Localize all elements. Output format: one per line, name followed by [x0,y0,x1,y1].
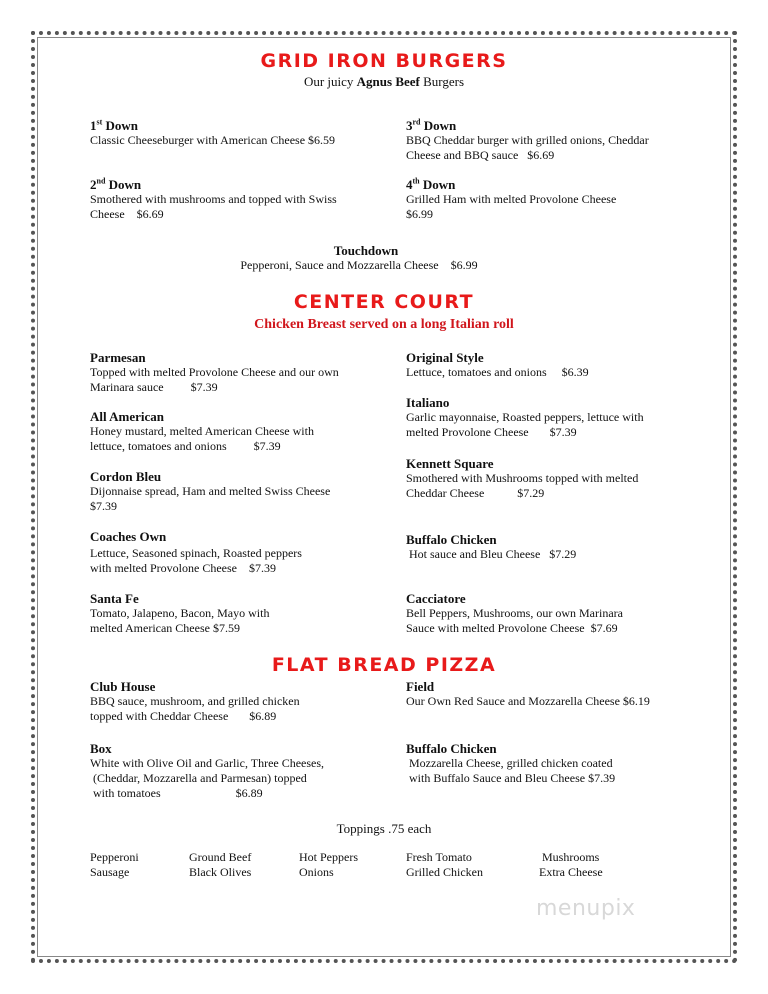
topping: Fresh Tomato [406,850,472,864]
item-description: Lettuce, tomatoes and onions $6.39 [406,365,589,379]
menu-item-original-style: Original Style Lettuce, tomatoes and onions $6.39 [406,350,589,379]
menu-item-2nd-down: 2nd Down Smothered with mushrooms and topped with Swiss Cheese $6.69 [90,176,337,221]
item-description: Hot sauce and Bleu Cheese $7.29 [406,547,577,561]
menu-item-field: Field Our Own Red Sauce and Mozzarella Cheese $6.19 [406,679,650,708]
section-title-burgers: GRID IRON BURGERS [260,50,508,72]
section-subtitle-center-court: Chicken Breast served on a long Italian roll [254,317,514,332]
topping: Hot Peppers [299,850,358,864]
item-description: Mozzarella Cheese, grilled chicken coated with Buffalo Sauce and Bleu Cheese $7.39 [409,756,616,785]
topping: Sausage [90,865,130,879]
topping-column [189,850,251,880]
topping-column [299,850,358,880]
menu-item-all-american: All American Honey mustard, melted American Cheese with lettuce, tomatoes and onions $7.39 [90,409,314,453]
menu-item-kennett-square: Kennett Square Smothered with Mushrooms topped with melted Cheddar Cheese $7.29 [406,456,639,500]
item-description: Smothered with Mushrooms topped with melted Cheddar Cheese $7.29 [406,471,639,500]
topping: Grilled Chicken [406,865,483,879]
toppings-label: Toppings .75 each [336,821,432,836]
item-description: White with Olive Oil and Garlic, Three Cheeses, (Cheddar, Mozzarella and Parmesan) topped with tomatoes $6.89 [90,756,325,800]
topping-column [406,850,483,880]
menu-item-4th-down: 4th Down Grilled Ham with melted Provolone Cheese $6.99 [406,176,617,221]
item-description: Smothered with mushrooms and topped with Swiss Cheese $6.69 [90,192,337,221]
item-description: Dijonnaise spread, Ham and melted Swiss Cheese $7.39 [90,484,331,513]
menupix-watermark: menupix [536,896,636,921]
topping: Pepperoni [90,850,139,864]
item-description: Grilled Ham with melted Provolone Cheese $6.99 [406,192,617,221]
menu-item-cacciatore: Cacciatore Bell Peppers, Mushrooms, our own Marinara Sauce with melted Provolone Cheese $7.69 [406,591,623,635]
topping: Ground Beef [189,850,252,864]
menu-item-box: Box White with Olive Oil and Garlic, Three Cheeses, (Cheddar, Mozzarella and Parmesan) topped with tomatoes $6.89 [90,741,325,800]
item-description: Lettuce, Seasoned spinach, Roasted peppers with melted Provolone Cheese $7.39 [90,546,302,575]
menu-item-1st-down: 1st Down Classic Cheeseburger with American Cheese $6.59 [90,117,336,147]
item-description: Garlic mayonnaise, Roasted peppers, lettuce with melted Provolone Cheese $7.39 [406,410,644,439]
item-description: Our Own Red Sauce and Mozzarella Cheese $6.19 [406,694,650,708]
menu-item-3rd-down: 3rd Down BBQ Cheddar burger with grilled onions, Cheddar Cheese and BBQ sauce $6.69 [406,117,649,162]
topping: Black Olives [189,865,252,879]
item-description: Topped with melted Provolone Cheese and our own Marinara sauce $7.39 [90,365,339,394]
topping-column [539,850,603,880]
menu-item-buffalo-chicken-pizza: Buffalo Chicken Mozzarella Cheese, grilled chicken coated with Buffalo Sauce and Bleu Cheese $7.39 [406,741,616,785]
topping: Onions [299,865,334,879]
item-description: Bell Peppers, Mushrooms, our own Marinara Sauce with melted Provolone Cheese $7.69 [406,606,623,635]
menu-item-club-house: Club House BBQ sauce, mushroom, and grilled chicken topped with Cheddar Cheese $6.89 [90,679,300,723]
menu-item-buffalo-chicken-sandwich: Buffalo Chicken Hot sauce and Bleu Cheese $7.29 [406,532,577,561]
item-description: Classic Cheeseburger with American Cheese $6.59 [90,133,336,147]
topping-column [90,850,139,880]
menu-item-touchdown: Touchdown Pepperoni, Sauce and Mozzarella Cheese $6.99 [0,243,702,273]
menu-item-parmesan: Parmesan Topped with melted Provolone Cheese and our own Marinara sauce $7.39 [90,350,339,394]
section-title-pizza: FLAT BREAD PIZZA [271,654,497,676]
section-title-center-court: CENTER COURT [293,291,475,313]
topping: Extra Cheese [539,865,603,879]
item-description: Honey mustard, melted American Cheese with lettuce, tomatoes and onions $7.39 [90,424,314,453]
item-description: Pepperoni, Sauce and Mozzarella Cheese $6.99 [240,258,478,272]
item-description: BBQ Cheddar burger with grilled onions, Cheddar Cheese and BBQ sauce $6.69 [406,133,649,162]
menu-item-italiano: Italiano Garlic mayonnaise, Roasted peppers, lettuce with melted Provolone Cheese $7.39 [406,395,644,439]
item-description: Tomato, Jalapeno, Bacon, Mayo with melted American Cheese $7.59 [90,606,270,635]
menu-item-santa-fe: Santa Fe Tomato, Jalapeno, Bacon, Mayo with melted American Cheese $7.59 [90,591,270,635]
menu-item-cordon-bleu: Cordon Bleu Dijonnaise spread, Ham and melted Swiss Cheese $7.39 [90,469,331,513]
item-description: BBQ sauce, mushroom, and grilled chicken topped with Cheddar Cheese $6.89 [90,694,300,723]
menu-item-coaches-own: Coaches Own Lettuce, Seasoned spinach, Roasted peppers with melted Provolone Cheese $7.39 [90,529,302,575]
section-subtitle-burgers: Our juicy Agnus Beef Burgers [303,74,465,89]
topping: Mushrooms [542,850,600,864]
